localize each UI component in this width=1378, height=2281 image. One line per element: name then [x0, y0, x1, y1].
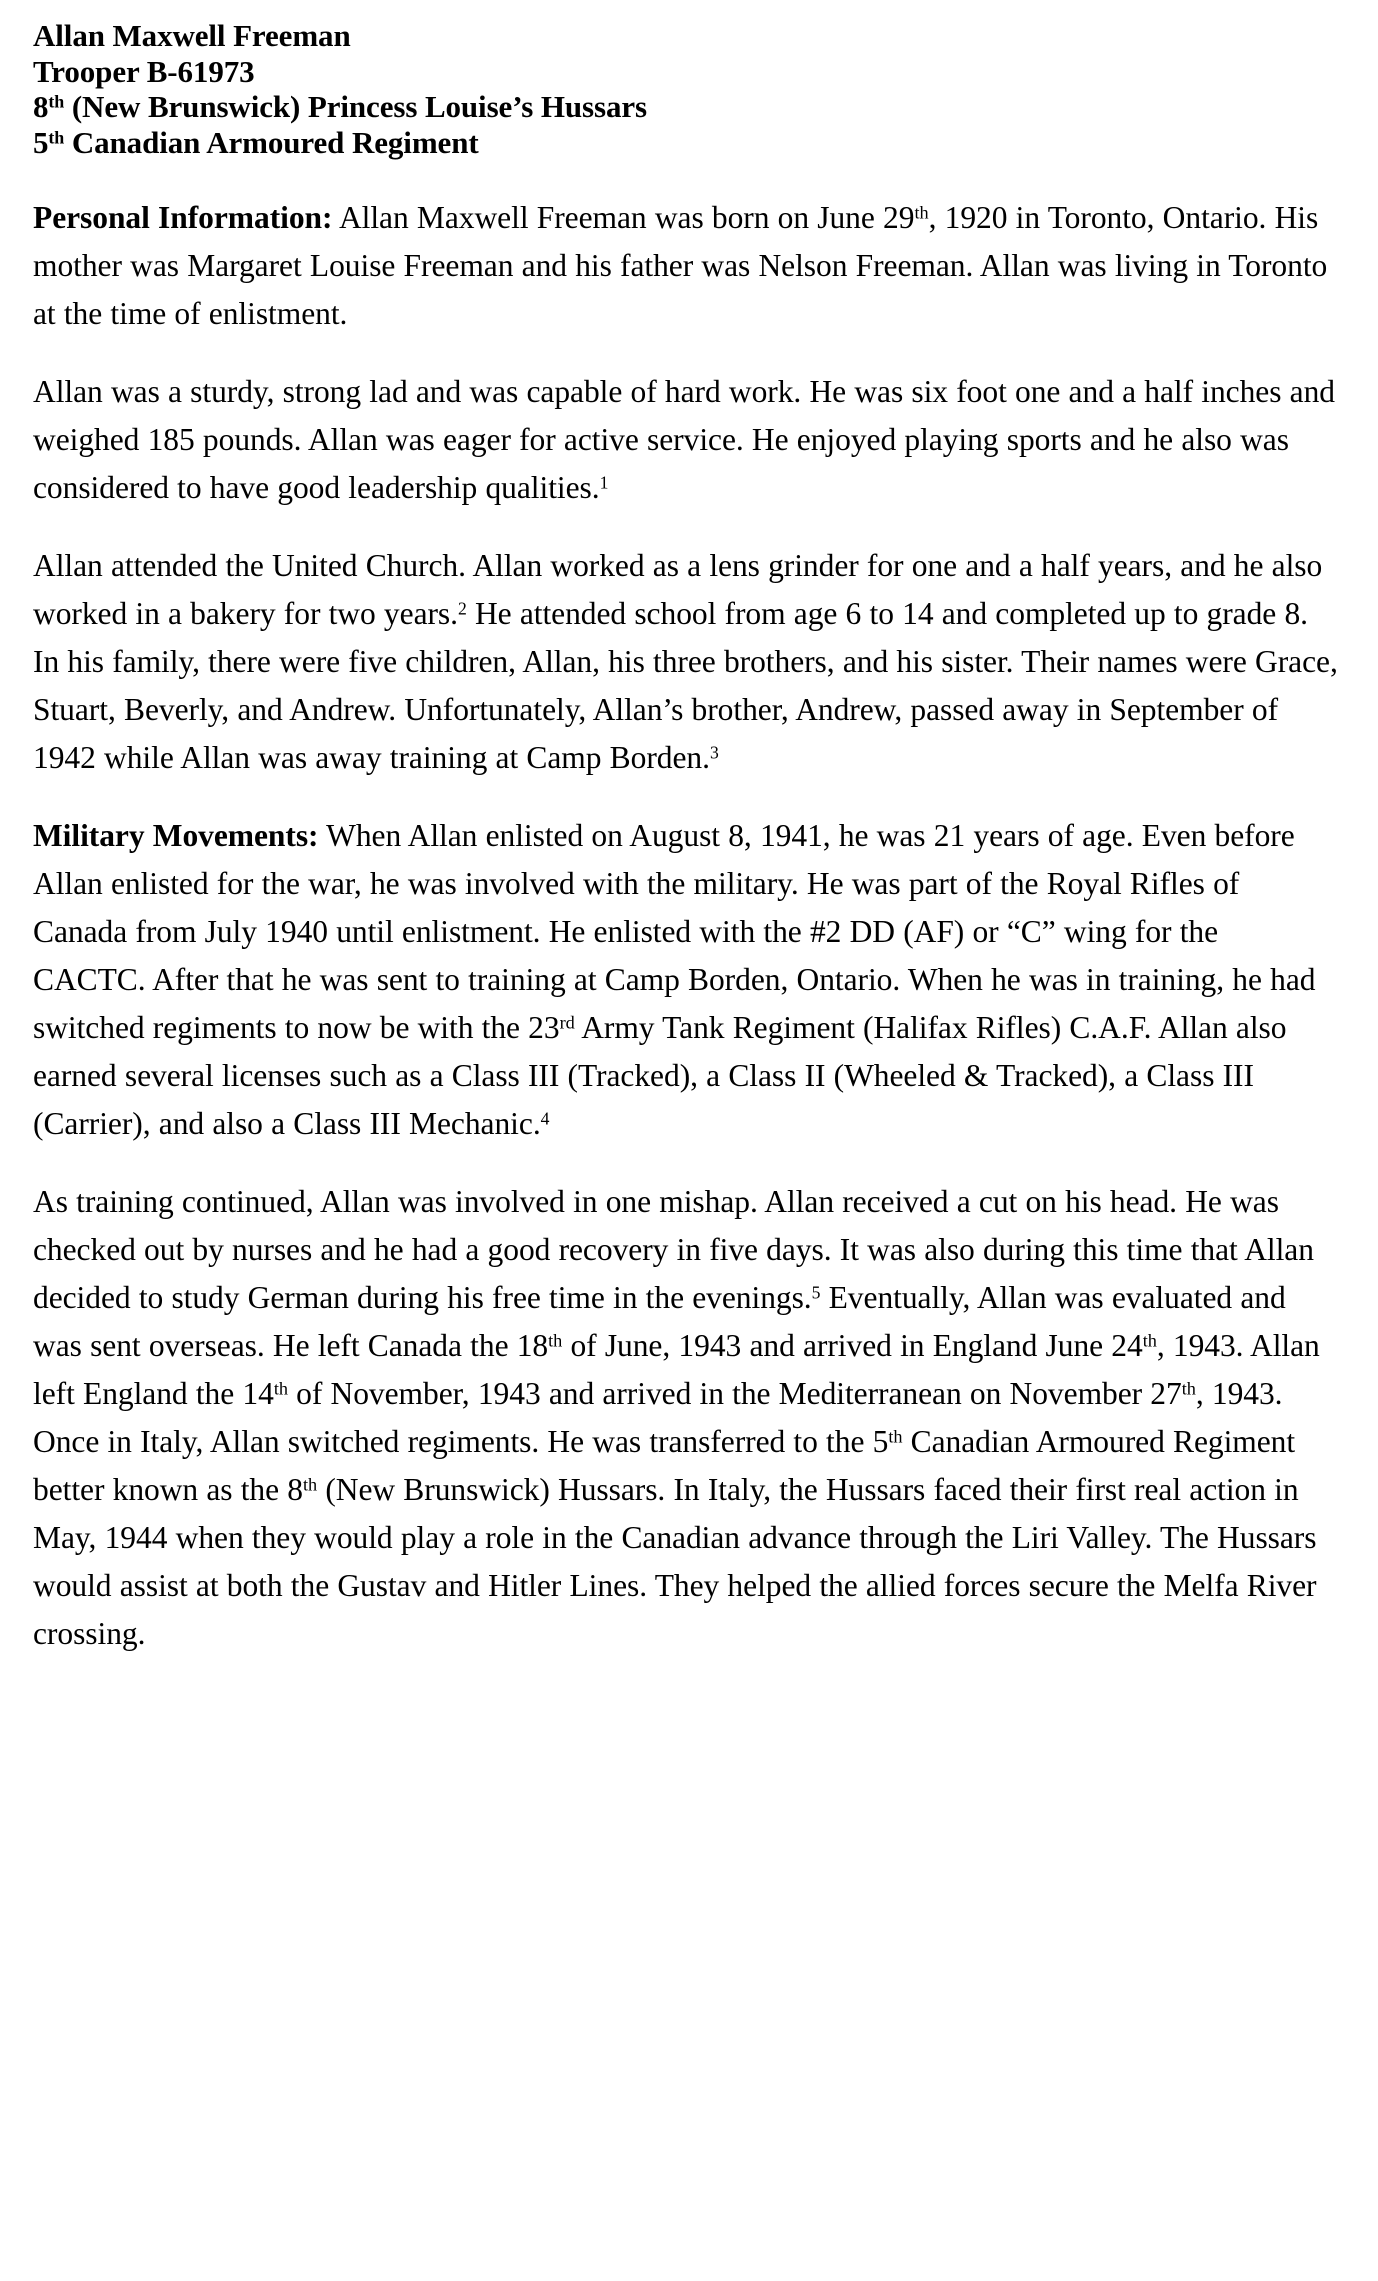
regiment-secondary-name-text: Canadian Armoured Regiment: [64, 124, 479, 160]
regiment-5-ordinal-suffix: th: [888, 1426, 903, 1447]
regiment-ordinal-number: 8: [33, 89, 49, 124]
footnote-marker-4: 4: [540, 1108, 550, 1129]
training-and-overseas-text-e: of November, 1943 and arrived in the Mediterranean on November 27: [287, 1376, 1182, 1411]
soldier-name: Allan Maxwell Freeman: [33, 18, 351, 53]
personal-information-label: Personal Information:: [33, 200, 333, 235]
training-and-overseas-text-f: , 1943. Once in Italy, Allan switched regiments. He was transferred to the 5: [33, 1376, 1283, 1459]
personal-info-text-b: , 1920 in Toronto, Ontario. His mother was Margaret Louise Freeman and his father was Nelson Freeman. Allan was living in Toronto at the time of enlistment.: [33, 200, 1328, 331]
title-block: [33, 18, 1338, 160]
regiment-line-secondary: [33, 125, 1338, 161]
military-movements-paragraph-2: [33, 1178, 1338, 1658]
military-movements-label: Military Movements:: [33, 818, 319, 853]
education-and-family-text-b: He attended school from age 6 to 14 and completed up to grade 8. In his family, there were five children, Allan, his three brothers, and his sister. Their names were Grace, Stuart, Beverly, and Andrew. Unfortunately, Allan’s brother, Andrew, passed away in September of 1942 while Allan was away training at Camp Borden.: [33, 596, 1338, 775]
regiment-name-text: (New Brunswick) Princess Louise’s Hussars: [64, 89, 647, 124]
date-27-ordinal-suffix: th: [1181, 1378, 1196, 1399]
education-and-family-text-a: Allan attended the United Church. Allan worked as a lens grinder for one and a half years, and he also worked in a bakery for two years.: [33, 548, 1323, 631]
footnote-marker-5: 5: [811, 1282, 821, 1303]
military-movements-paragraph-1: [33, 812, 1338, 1148]
enlistment-text-b: Army Tank Regiment (Halifax Rifles) C.A.F. Allan also earned several licenses such as a Class III (Tracked), a Class II (Wheeled & Tracked), a Class III (Carrier), and also a Class III Mechanic.: [33, 1010, 1287, 1141]
personal-info-text-a: Allan Maxwell Freeman was born on June 29: [332, 200, 915, 235]
regiment-secondary-ordinal-suffix: th: [48, 127, 65, 148]
regiment-23-ordinal-suffix: rd: [559, 1012, 575, 1033]
regiment-line-primary: [33, 89, 1338, 125]
date-18-ordinal-suffix: th: [548, 1330, 563, 1351]
footnote-marker-1: 1: [599, 472, 609, 493]
footnote-marker-2: 2: [457, 598, 467, 619]
enlistment-text-a: When Allan enlisted on August 8, 1941, he was 21 years of age. Even before Allan enlisted for the war, he was involved with the military. He was part of the Royal Rifles of Canada from July 1940 until enlistment. He enlisted with the #2 DD (AF) or “C” wing for the CACTC. After that he was sent to training at Camp Borden, Ontario. When he was in training, he had switched regiments to now be with the 23: [33, 818, 1316, 1045]
training-and-overseas-text-b: Eventually, Allan was evaluated and was sent overseas. He left Canada the 18: [33, 1280, 1286, 1363]
regiment-secondary-ordinal-number: 5: [33, 124, 49, 160]
personal-information-paragraph-2: [33, 368, 1338, 512]
footnote-marker-3: 3: [709, 742, 719, 763]
birthdate-ordinal-suffix: th: [914, 202, 929, 223]
date-24-ordinal-suffix: th: [1142, 1330, 1157, 1351]
regiment-ordinal-suffix: th: [48, 91, 65, 112]
training-and-overseas-text-c: of June, 1943 and arrived in England June 24: [562, 1328, 1143, 1363]
soldier-rank-and-service-number: Trooper B-61973: [33, 53, 255, 89]
training-and-overseas-text-a: As training continued, Allan was involved in one mishap. Allan received a cut on his head. He was checked out by nurses and he had a good recovery in five days. It was also during this time that Allan decided to study German during his free time in the evenings.: [33, 1184, 1314, 1315]
personal-information-paragraph-3: [33, 542, 1338, 782]
training-and-overseas-text-g: Canadian Armoured Regiment better known as the 8: [33, 1424, 1296, 1507]
personal-information-paragraph-1: [33, 194, 1338, 338]
training-and-overseas-text-d: , 1943. Allan left England the 14: [33, 1328, 1320, 1411]
date-14-ordinal-suffix: th: [273, 1378, 288, 1399]
training-and-overseas-text-h: (New Brunswick) Hussars. In Italy, the Hussars faced their first real action in May, 1944 when they would play a role in the Canadian advance through the Liri Valley. The Hussars would assist at both the Gustav and Hitler Lines. They helped the allied forces secure the Melfa River crossing.: [33, 1472, 1317, 1651]
physical-description-text: Allan was a sturdy, strong lad and was capable of hard work. He was six foot one and a half inches and weighed 185 pounds. Allan was eager for active service. He enjoyed playing sports and he also was considered to have good leadership qualities.: [33, 374, 1335, 505]
regiment-8-ordinal-suffix: th: [302, 1474, 318, 1495]
